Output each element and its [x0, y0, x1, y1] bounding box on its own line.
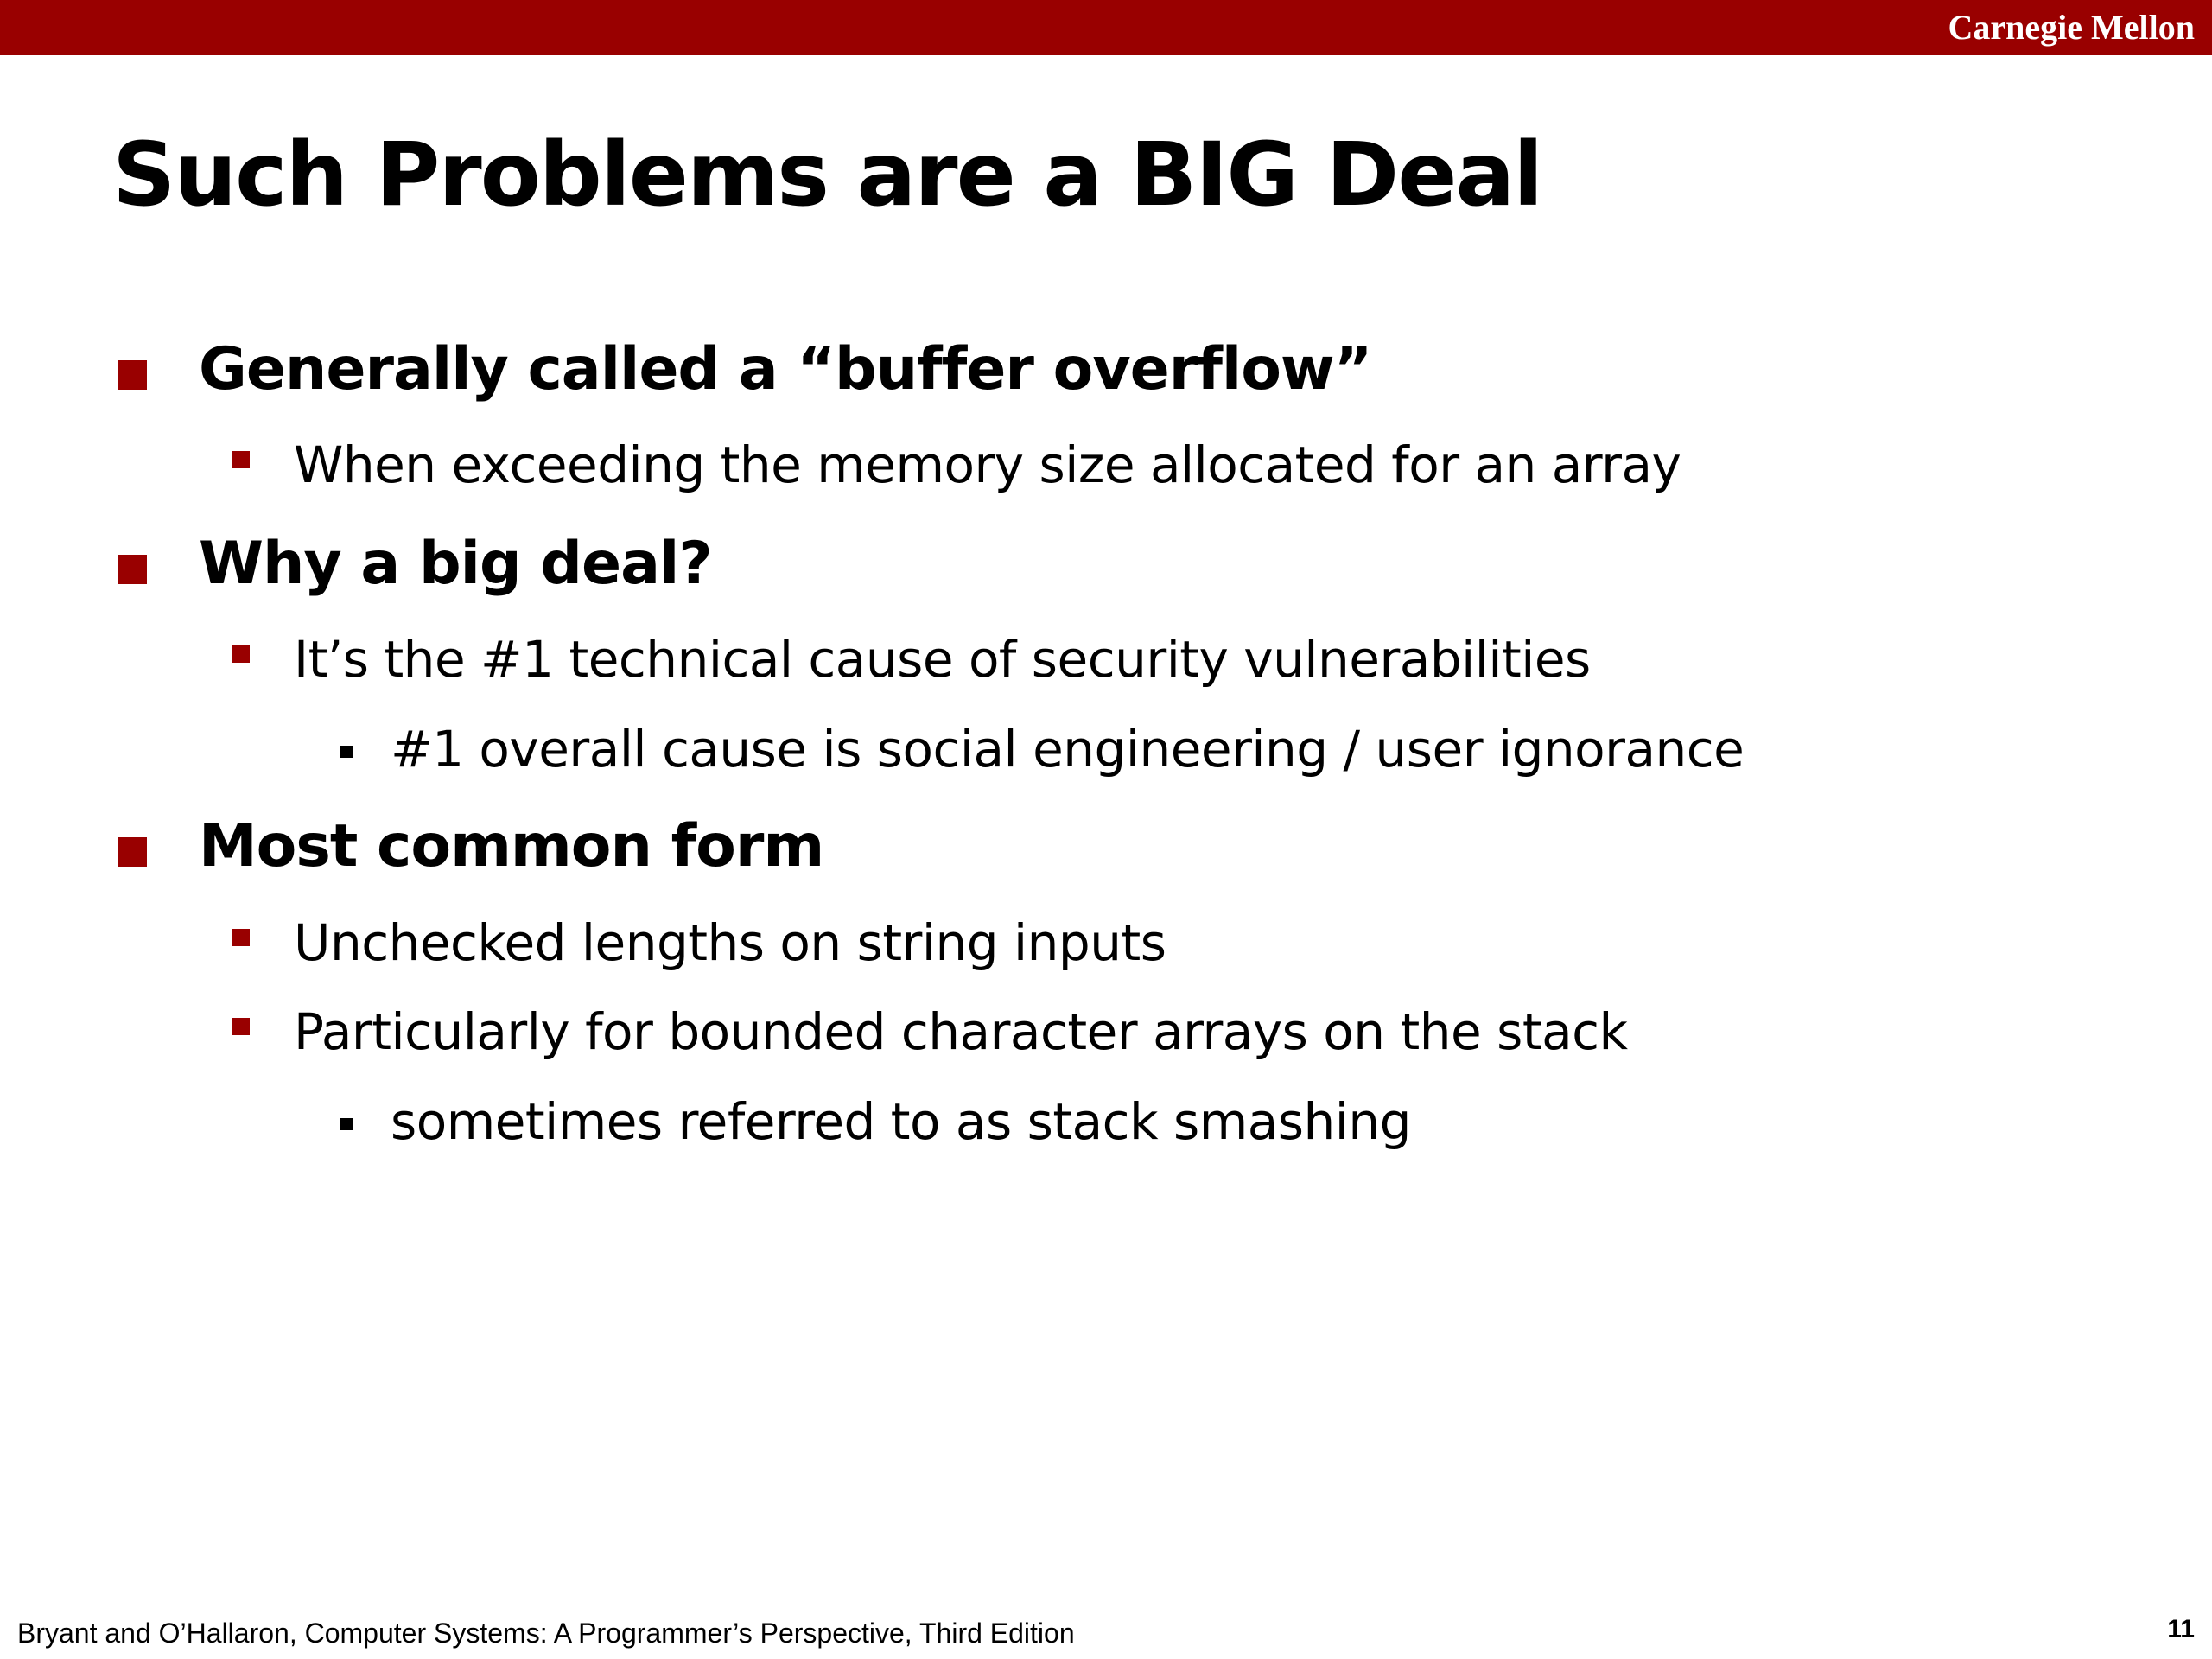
sub-sub-bullet-text: #1 overall cause is social engineering / user ignorance	[391, 720, 1745, 779]
sub-sub-bullet-text: sometimes referred to as stack smashing	[391, 1092, 1411, 1151]
sub-bullet-text: It’s the #1 technical cause of security vulnerabilities	[294, 630, 1591, 689]
header-bar	[0, 0, 2212, 55]
square-bullet-icon	[232, 1018, 250, 1035]
small-square-bullet-icon	[340, 746, 353, 758]
square-bullet-icon	[232, 645, 250, 663]
sub-bullet-text: Unchecked lengths on string inputs	[294, 913, 1166, 972]
square-bullet-icon	[118, 555, 147, 584]
square-bullet-icon	[118, 837, 147, 867]
bullet-text: Most common form	[199, 812, 824, 880]
slide-title: Such Problems are a BIG Deal	[112, 124, 1542, 226]
sub-bullet-text: When exceeding the memory size allocated for an array	[294, 435, 1681, 494]
square-bullet-icon	[118, 360, 147, 390]
bullet-text: Generally called a “buffer overflow”	[199, 335, 1372, 404]
square-bullet-icon	[232, 451, 250, 468]
small-square-bullet-icon	[340, 1118, 353, 1130]
page-number: 11	[2167, 1615, 2195, 1643]
square-bullet-icon	[232, 929, 250, 946]
sub-bullet-text: Particularly for bounded character arrays on the stack	[294, 1002, 1628, 1061]
brand-wordmark: Carnegie Mellon	[1948, 8, 2195, 47]
bullet-text: Why a big deal?	[199, 530, 712, 598]
footer-citation: Bryant and O’Hallaron, Computer Systems: A Programmer’s Perspective, Third Edition	[17, 1618, 1075, 1649]
